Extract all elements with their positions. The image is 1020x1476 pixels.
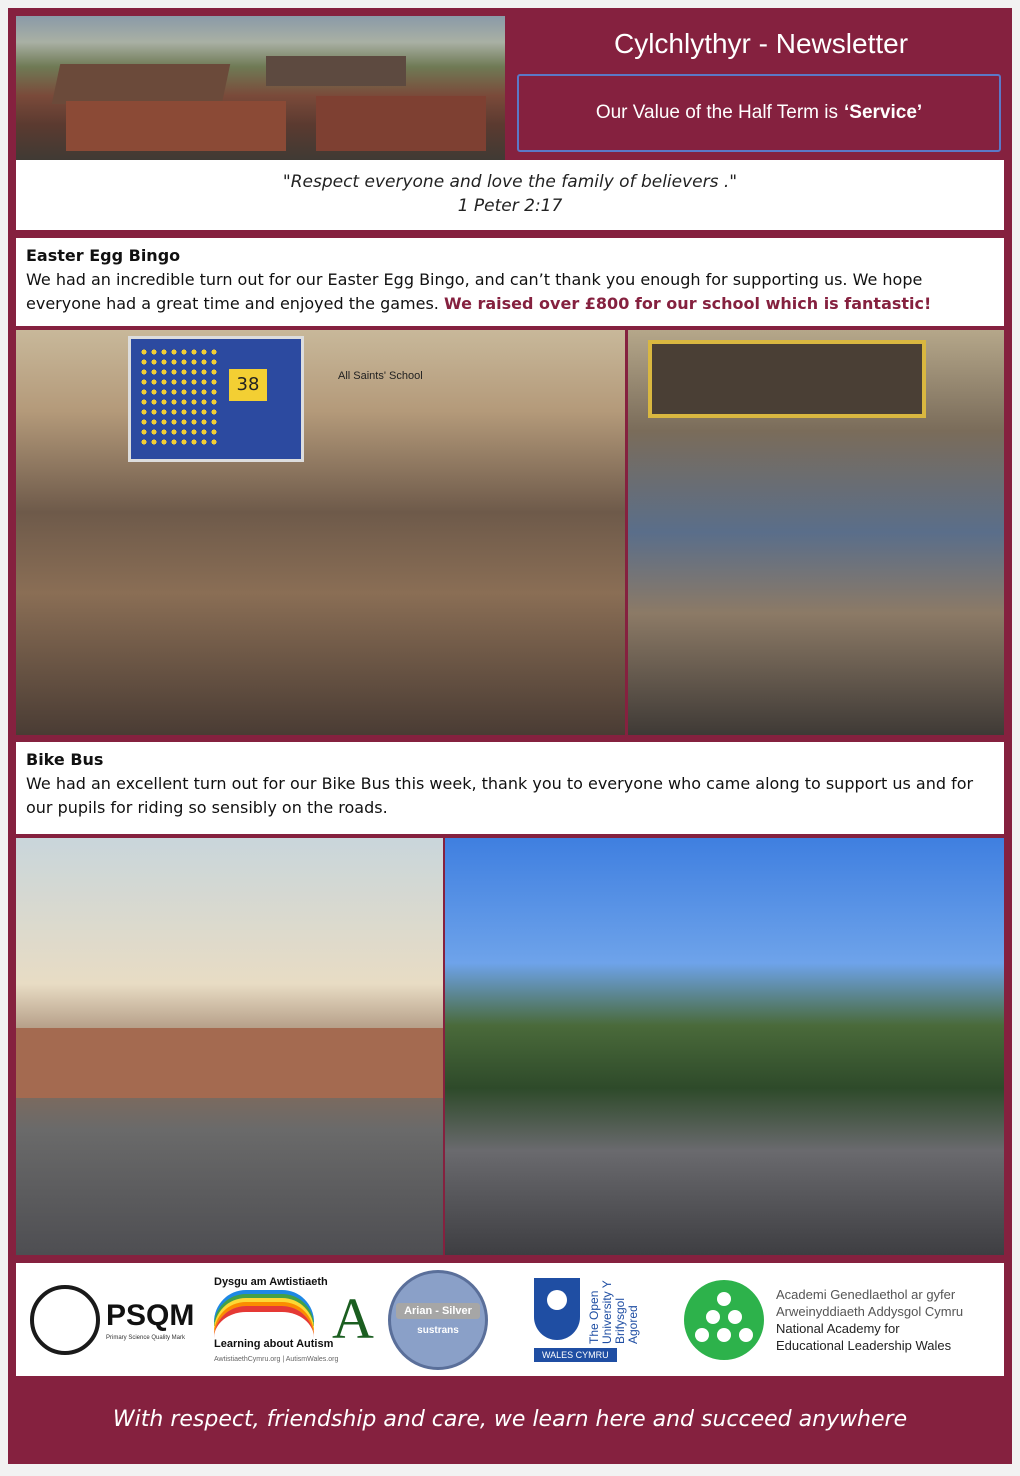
school-motto: With respect, friendship and care, we learn here and succeed anywhere xyxy=(112,1407,908,1432)
newsletter-page xyxy=(8,8,1012,1464)
rainbow-icon xyxy=(214,1306,314,1338)
quote-reference: 1 Peter 2:17 xyxy=(457,196,563,216)
nael-welsh-line: Academi Genedlaethol ar gyfer xyxy=(776,1286,956,1302)
autism-logo xyxy=(214,1263,374,1376)
section-heading: Easter Egg Bingo xyxy=(26,246,181,265)
open-university-shield-icon xyxy=(534,1278,580,1340)
bingo-families-photo xyxy=(628,330,1004,735)
bike-bus-section xyxy=(16,742,1004,834)
bingo-screen xyxy=(128,336,304,462)
quote-text: "Respect everyone and love the family of believers ." xyxy=(282,172,738,192)
open-university-logo xyxy=(534,1263,664,1376)
roof-shape xyxy=(266,56,406,86)
newsletter-title: Cylchlythyr - Newsletter xyxy=(613,28,909,59)
partner-logos-strip xyxy=(16,1263,1004,1376)
display-board xyxy=(648,340,926,418)
bingo-number: 38 xyxy=(229,369,267,401)
building-wall xyxy=(316,96,486,151)
scripture-quote xyxy=(16,160,1004,230)
bike-riders-photo xyxy=(16,838,443,1255)
autism-english-text: Learning about Autism xyxy=(214,1338,334,1350)
autism-urls: AwtistiaethCymru.org | AutismWales.org xyxy=(214,1356,339,1363)
value-word: ‘Service’ xyxy=(844,102,923,123)
psqm-name: PSQM xyxy=(106,1298,195,1332)
sustrans-logo xyxy=(388,1263,498,1376)
nael-logo xyxy=(684,1263,1002,1376)
school-sign: All Saints' School xyxy=(338,370,423,382)
nael-dots-icon xyxy=(684,1280,764,1360)
value-prefix: Our Value of the Half Term is xyxy=(595,102,838,123)
section-body: We had an incredible turn out for our Easter Egg Bingo, and can’t thank you enough for supporting us. We hope everyone had a great time and enjoyed the games. xyxy=(26,270,923,313)
section-heading: Bike Bus xyxy=(26,750,104,769)
nael-english-line: Educational Leadership Wales xyxy=(776,1337,952,1353)
school-building-photo xyxy=(16,16,505,161)
autism-a-icon: A xyxy=(332,1286,374,1351)
sustrans-award-level: Arian - Silver xyxy=(396,1303,480,1319)
psqm-subtitle: Primary Science Quality Mark xyxy=(106,1334,186,1341)
bingo-grid xyxy=(139,347,219,447)
easter-bingo-section xyxy=(16,238,1004,326)
open-university-name: The Open University Y Brifysgol Agored xyxy=(587,1279,640,1344)
psqm-logo xyxy=(30,1263,200,1376)
autism-welsh-text: Dysgu am Awtistiaeth xyxy=(214,1276,328,1288)
roof-shape xyxy=(52,64,231,104)
bike-bus-group-photo xyxy=(445,838,1004,1255)
open-university-region: WALES CYMRU xyxy=(534,1348,617,1362)
bingo-hall-photo xyxy=(16,330,625,735)
nael-english-line: National Academy for xyxy=(776,1320,900,1336)
section-body: We had an excellent turn out for our Bike Bus this week, thank you to everyone who came along to support us and for our pupils for riding so sensibly on the roads. xyxy=(26,774,974,817)
building-wall xyxy=(66,101,286,151)
value-of-term-box xyxy=(517,74,1001,152)
nael-welsh-line: Arweinyddiaeth Addysgol Cymru xyxy=(776,1303,964,1319)
fundraising-highlight: We raised over £800 for our school which is fantastic! xyxy=(443,294,932,313)
sustrans-name: sustrans xyxy=(417,1325,459,1336)
sustrans-badge-icon xyxy=(388,1270,488,1370)
psqm-icon xyxy=(30,1285,100,1355)
houses-row xyxy=(16,1028,443,1098)
